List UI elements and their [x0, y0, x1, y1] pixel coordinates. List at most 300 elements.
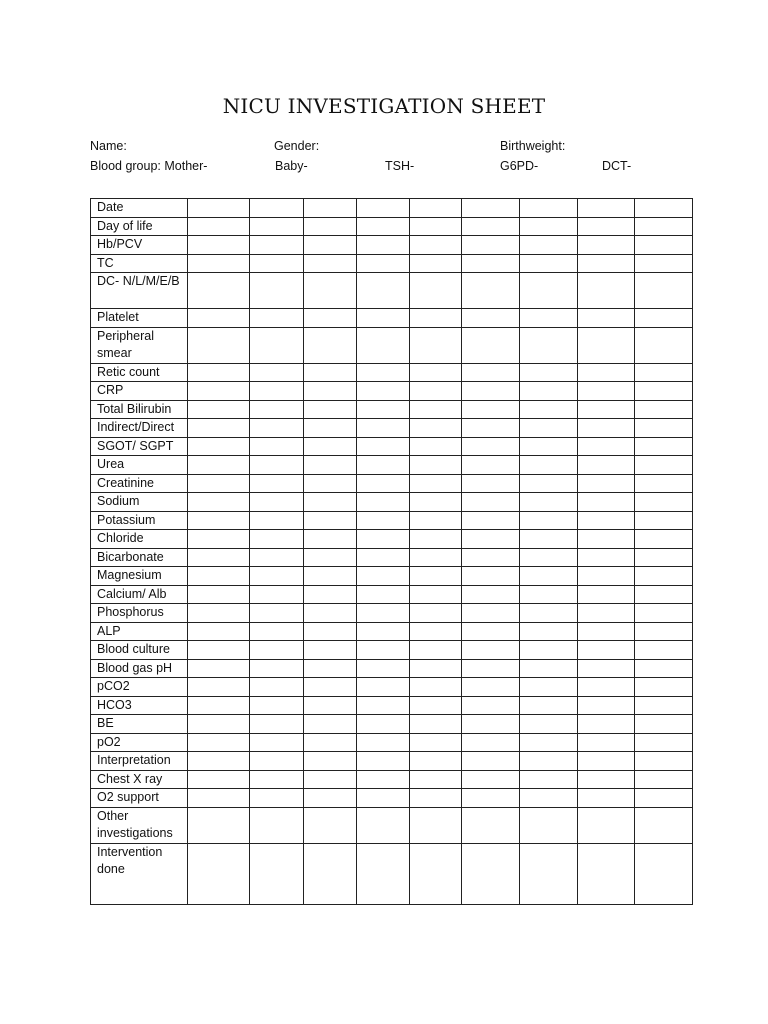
value-cell[interactable] [462, 437, 520, 456]
value-cell[interactable] [357, 437, 410, 456]
value-cell[interactable] [410, 456, 462, 475]
value-cell[interactable] [578, 585, 635, 604]
value-cell[interactable] [304, 696, 357, 715]
value-cell[interactable] [304, 493, 357, 512]
value-cell[interactable] [635, 641, 693, 660]
value-cell[interactable] [357, 236, 410, 255]
value-cell[interactable] [304, 770, 357, 789]
value-cell[interactable] [635, 273, 693, 309]
value-cell[interactable] [578, 548, 635, 567]
value-cell[interactable] [304, 659, 357, 678]
value-cell[interactable] [462, 770, 520, 789]
value-cell[interactable] [578, 807, 635, 843]
value-cell[interactable] [188, 363, 250, 382]
value-cell[interactable] [188, 585, 250, 604]
value-cell[interactable] [188, 217, 250, 236]
value-cell[interactable] [304, 585, 357, 604]
value-cell[interactable] [520, 363, 578, 382]
value-cell[interactable] [462, 678, 520, 697]
value-cell[interactable] [410, 678, 462, 697]
value-cell[interactable] [357, 715, 410, 734]
value-cell[interactable] [410, 327, 462, 363]
value-cell[interactable] [357, 789, 410, 808]
value-cell[interactable] [357, 511, 410, 530]
value-cell[interactable] [250, 548, 304, 567]
value-cell[interactable] [410, 715, 462, 734]
value-cell[interactable] [635, 567, 693, 586]
value-cell[interactable] [304, 254, 357, 273]
value-cell[interactable] [357, 659, 410, 678]
value-cell[interactable] [188, 437, 250, 456]
value-cell[interactable] [635, 456, 693, 475]
value-cell[interactable] [304, 843, 357, 904]
value-cell[interactable] [578, 511, 635, 530]
value-cell[interactable] [462, 715, 520, 734]
value-cell[interactable] [357, 474, 410, 493]
value-cell[interactable] [188, 604, 250, 623]
value-cell[interactable] [188, 733, 250, 752]
value-cell[interactable] [410, 752, 462, 771]
value-cell[interactable] [635, 585, 693, 604]
value-cell[interactable] [304, 511, 357, 530]
value-cell[interactable] [635, 382, 693, 401]
value-cell[interactable] [188, 273, 250, 309]
value-cell[interactable] [304, 789, 357, 808]
value-cell[interactable] [188, 770, 250, 789]
value-cell[interactable] [304, 273, 357, 309]
value-cell[interactable] [250, 474, 304, 493]
value-cell[interactable] [304, 641, 357, 660]
value-cell[interactable] [188, 567, 250, 586]
value-cell[interactable] [410, 622, 462, 641]
value-cell[interactable] [520, 641, 578, 660]
value-cell[interactable] [410, 733, 462, 752]
value-cell[interactable] [250, 199, 304, 218]
value-cell[interactable] [635, 530, 693, 549]
value-cell[interactable] [520, 419, 578, 438]
value-cell[interactable] [578, 327, 635, 363]
value-cell[interactable] [410, 567, 462, 586]
value-cell[interactable] [304, 530, 357, 549]
value-cell[interactable] [635, 604, 693, 623]
value-cell[interactable] [462, 474, 520, 493]
value-cell[interactable] [410, 254, 462, 273]
value-cell[interactable] [635, 733, 693, 752]
value-cell[interactable] [250, 511, 304, 530]
value-cell[interactable] [410, 236, 462, 255]
value-cell[interactable] [250, 419, 304, 438]
value-cell[interactable] [520, 254, 578, 273]
value-cell[interactable] [304, 733, 357, 752]
value-cell[interactable] [304, 678, 357, 697]
value-cell[interactable] [410, 493, 462, 512]
value-cell[interactable] [410, 363, 462, 382]
value-cell[interactable] [635, 807, 693, 843]
value-cell[interactable] [410, 789, 462, 808]
value-cell[interactable] [635, 493, 693, 512]
value-cell[interactable] [578, 273, 635, 309]
value-cell[interactable] [462, 752, 520, 771]
value-cell[interactable] [188, 419, 250, 438]
row-label: Chloride [91, 530, 188, 549]
value-cell[interactable] [462, 456, 520, 475]
value-cell[interactable] [520, 567, 578, 586]
value-cell[interactable] [304, 400, 357, 419]
value-cell[interactable] [304, 363, 357, 382]
value-cell[interactable] [520, 199, 578, 218]
value-cell[interactable] [304, 419, 357, 438]
value-cell[interactable] [250, 585, 304, 604]
value-cell[interactable] [462, 493, 520, 512]
value-cell[interactable] [635, 419, 693, 438]
value-cell[interactable] [578, 659, 635, 678]
value-cell[interactable] [250, 659, 304, 678]
value-cell[interactable] [462, 363, 520, 382]
value-cell[interactable] [357, 530, 410, 549]
value-cell[interactable] [635, 843, 693, 904]
value-cell[interactable] [520, 217, 578, 236]
value-cell[interactable] [250, 382, 304, 401]
value-cell[interactable] [188, 456, 250, 475]
value-cell[interactable] [520, 807, 578, 843]
value-cell[interactable] [410, 309, 462, 328]
value-cell[interactable] [188, 400, 250, 419]
value-cell[interactable] [578, 437, 635, 456]
value-cell[interactable] [520, 715, 578, 734]
value-cell[interactable] [304, 309, 357, 328]
value-cell[interactable] [250, 456, 304, 475]
value-cell[interactable] [357, 199, 410, 218]
value-cell[interactable] [520, 236, 578, 255]
value-cell[interactable] [357, 548, 410, 567]
value-cell[interactable] [635, 437, 693, 456]
value-cell[interactable] [578, 530, 635, 549]
value-cell[interactable] [635, 309, 693, 328]
value-cell[interactable] [578, 733, 635, 752]
value-cell[interactable] [520, 530, 578, 549]
value-cell[interactable] [357, 604, 410, 623]
value-cell[interactable] [304, 548, 357, 567]
value-cell[interactable] [462, 622, 520, 641]
value-cell[interactable] [188, 843, 250, 904]
value-cell[interactable] [304, 567, 357, 586]
value-cell[interactable] [520, 493, 578, 512]
value-cell[interactable] [188, 511, 250, 530]
value-cell[interactable] [635, 327, 693, 363]
value-cell[interactable] [462, 236, 520, 255]
value-cell[interactable] [578, 752, 635, 771]
value-cell[interactable] [462, 807, 520, 843]
value-cell[interactable] [462, 511, 520, 530]
value-cell[interactable] [357, 585, 410, 604]
value-cell[interactable] [462, 400, 520, 419]
value-cell[interactable] [410, 659, 462, 678]
value-cell[interactable] [520, 327, 578, 363]
value-cell[interactable] [462, 604, 520, 623]
row-label: CRP [91, 382, 188, 401]
value-cell[interactable] [188, 807, 250, 843]
value-cell[interactable] [357, 843, 410, 904]
value-cell[interactable] [188, 622, 250, 641]
value-cell[interactable] [357, 807, 410, 843]
value-cell[interactable] [462, 419, 520, 438]
value-cell[interactable] [250, 752, 304, 771]
value-cell[interactable] [357, 622, 410, 641]
value-cell[interactable] [250, 217, 304, 236]
value-cell[interactable] [462, 327, 520, 363]
value-cell[interactable] [578, 696, 635, 715]
value-cell[interactable] [357, 456, 410, 475]
value-cell[interactable] [357, 273, 410, 309]
value-cell[interactable] [462, 567, 520, 586]
value-cell[interactable] [520, 437, 578, 456]
value-cell[interactable] [462, 659, 520, 678]
value-cell[interactable] [188, 254, 250, 273]
value-cell[interactable] [188, 548, 250, 567]
value-cell[interactable] [188, 641, 250, 660]
value-cell[interactable] [520, 548, 578, 567]
value-cell[interactable] [410, 530, 462, 549]
value-cell[interactable] [304, 327, 357, 363]
value-cell[interactable] [410, 437, 462, 456]
value-cell[interactable] [410, 382, 462, 401]
value-cell[interactable] [188, 236, 250, 255]
value-cell[interactable] [410, 548, 462, 567]
value-cell[interactable] [357, 309, 410, 328]
value-cell[interactable] [304, 382, 357, 401]
value-cell[interactable] [462, 641, 520, 660]
value-cell[interactable] [188, 199, 250, 218]
value-cell[interactable] [250, 843, 304, 904]
value-cell[interactable] [357, 752, 410, 771]
value-cell[interactable] [635, 659, 693, 678]
value-cell[interactable] [578, 715, 635, 734]
value-cell[interactable] [578, 789, 635, 808]
value-cell[interactable] [357, 770, 410, 789]
value-cell[interactable] [578, 456, 635, 475]
value-cell[interactable] [410, 273, 462, 309]
value-cell[interactable] [520, 752, 578, 771]
value-cell[interactable] [578, 309, 635, 328]
value-cell[interactable] [188, 530, 250, 549]
value-cell[interactable] [357, 678, 410, 697]
value-cell[interactable] [520, 696, 578, 715]
value-cell[interactable] [635, 678, 693, 697]
value-cell[interactable] [250, 530, 304, 549]
value-cell[interactable] [304, 217, 357, 236]
value-cell[interactable] [304, 715, 357, 734]
value-cell[interactable] [635, 715, 693, 734]
value-cell[interactable] [520, 474, 578, 493]
value-cell[interactable] [520, 273, 578, 309]
value-cell[interactable] [304, 622, 357, 641]
value-cell[interactable] [635, 752, 693, 771]
value-cell[interactable] [410, 419, 462, 438]
value-cell[interactable] [250, 567, 304, 586]
value-cell[interactable] [578, 770, 635, 789]
value-cell[interactable] [250, 273, 304, 309]
value-cell[interactable] [357, 696, 410, 715]
value-cell[interactable] [188, 752, 250, 771]
value-cell[interactable] [462, 309, 520, 328]
value-cell[interactable] [250, 327, 304, 363]
value-cell[interactable] [304, 604, 357, 623]
value-cell[interactable] [410, 474, 462, 493]
value-cell[interactable] [462, 843, 520, 904]
value-cell[interactable] [578, 604, 635, 623]
value-cell[interactable] [410, 511, 462, 530]
value-cell[interactable] [462, 585, 520, 604]
value-cell[interactable] [578, 419, 635, 438]
value-cell[interactable] [578, 622, 635, 641]
value-cell[interactable] [250, 400, 304, 419]
value-cell[interactable] [188, 474, 250, 493]
value-cell[interactable] [578, 400, 635, 419]
value-cell[interactable] [250, 715, 304, 734]
value-cell[interactable] [250, 236, 304, 255]
value-cell[interactable] [410, 400, 462, 419]
table-row [91, 236, 693, 255]
value-cell[interactable] [304, 456, 357, 475]
value-cell[interactable] [635, 236, 693, 255]
value-cell[interactable] [250, 696, 304, 715]
value-cell[interactable] [250, 437, 304, 456]
value-cell[interactable] [410, 843, 462, 904]
value-cell[interactable] [357, 493, 410, 512]
value-cell[interactable] [304, 474, 357, 493]
value-cell[interactable] [578, 567, 635, 586]
value-cell[interactable] [357, 327, 410, 363]
value-cell[interactable] [578, 678, 635, 697]
value-cell[interactable] [250, 733, 304, 752]
value-cell[interactable] [520, 400, 578, 419]
value-cell[interactable] [250, 604, 304, 623]
value-cell[interactable] [250, 622, 304, 641]
value-cell[interactable] [635, 789, 693, 808]
value-cell[interactable] [520, 585, 578, 604]
value-cell[interactable] [462, 217, 520, 236]
value-cell[interactable] [410, 770, 462, 789]
value-cell[interactable] [188, 715, 250, 734]
value-cell[interactable] [520, 843, 578, 904]
value-cell[interactable] [578, 199, 635, 218]
value-cell[interactable] [357, 254, 410, 273]
value-cell[interactable] [357, 419, 410, 438]
value-cell[interactable] [578, 493, 635, 512]
value-cell[interactable] [578, 843, 635, 904]
value-cell[interactable] [635, 217, 693, 236]
value-cell[interactable] [250, 641, 304, 660]
value-cell[interactable] [410, 585, 462, 604]
value-cell[interactable] [635, 199, 693, 218]
value-cell[interactable] [410, 604, 462, 623]
value-cell[interactable] [635, 474, 693, 493]
value-cell[interactable] [520, 659, 578, 678]
value-cell[interactable] [188, 659, 250, 678]
value-cell[interactable] [357, 733, 410, 752]
value-cell[interactable] [635, 696, 693, 715]
value-cell[interactable] [357, 363, 410, 382]
value-cell[interactable] [578, 236, 635, 255]
value-cell[interactable] [357, 641, 410, 660]
value-cell[interactable] [188, 309, 250, 328]
value-cell[interactable] [462, 733, 520, 752]
value-cell[interactable] [635, 548, 693, 567]
value-cell[interactable] [520, 622, 578, 641]
value-cell[interactable] [250, 309, 304, 328]
value-cell[interactable] [520, 678, 578, 697]
value-cell[interactable] [410, 807, 462, 843]
value-cell[interactable] [578, 641, 635, 660]
value-cell[interactable] [357, 382, 410, 401]
value-cell[interactable] [250, 678, 304, 697]
value-cell[interactable] [410, 641, 462, 660]
value-cell[interactable] [520, 456, 578, 475]
value-cell[interactable] [188, 493, 250, 512]
value-cell[interactable] [410, 696, 462, 715]
value-cell[interactable] [188, 327, 250, 363]
value-cell[interactable] [635, 400, 693, 419]
value-cell[interactable] [410, 217, 462, 236]
value-cell[interactable] [578, 382, 635, 401]
value-cell[interactable] [357, 217, 410, 236]
value-cell[interactable] [250, 807, 304, 843]
value-cell[interactable] [188, 789, 250, 808]
value-cell[interactable] [462, 696, 520, 715]
value-cell[interactable] [635, 363, 693, 382]
value-cell[interactable] [462, 254, 520, 273]
value-cell[interactable] [250, 770, 304, 789]
value-cell[interactable] [462, 273, 520, 309]
value-cell[interactable] [578, 217, 635, 236]
value-cell[interactable] [578, 363, 635, 382]
value-cell[interactable] [410, 199, 462, 218]
value-cell[interactable] [520, 382, 578, 401]
value-cell[interactable] [462, 530, 520, 549]
value-cell[interactable] [188, 678, 250, 697]
value-cell[interactable] [357, 567, 410, 586]
value-cell[interactable] [188, 382, 250, 401]
value-cell[interactable] [578, 474, 635, 493]
value-cell[interactable] [304, 437, 357, 456]
value-cell[interactable] [462, 382, 520, 401]
value-cell[interactable] [250, 789, 304, 808]
value-cell[interactable] [520, 733, 578, 752]
value-cell[interactable] [357, 400, 410, 419]
value-cell[interactable] [520, 770, 578, 789]
value-cell[interactable] [635, 770, 693, 789]
value-cell[interactable] [635, 511, 693, 530]
value-cell[interactable] [520, 511, 578, 530]
value-cell[interactable] [250, 254, 304, 273]
value-cell[interactable] [520, 789, 578, 808]
value-cell[interactable] [520, 309, 578, 328]
value-cell[interactable] [635, 622, 693, 641]
value-cell[interactable] [462, 548, 520, 567]
value-cell[interactable] [304, 807, 357, 843]
value-cell[interactable] [304, 752, 357, 771]
value-cell[interactable] [462, 789, 520, 808]
value-cell[interactable] [578, 254, 635, 273]
value-cell[interactable] [304, 236, 357, 255]
value-cell[interactable] [462, 199, 520, 218]
value-cell[interactable] [520, 604, 578, 623]
value-cell[interactable] [635, 254, 693, 273]
value-cell[interactable] [188, 696, 250, 715]
value-cell[interactable] [250, 493, 304, 512]
value-cell[interactable] [250, 363, 304, 382]
value-cell[interactable] [304, 199, 357, 218]
